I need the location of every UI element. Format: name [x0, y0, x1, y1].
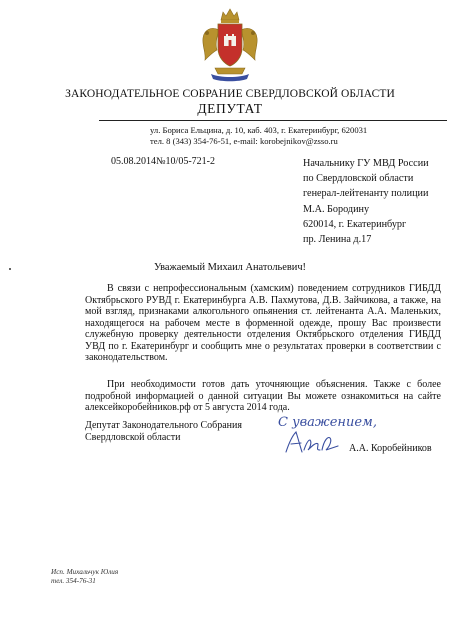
body-paragraph-1: В связи с непрофессиональным (хамским) поведением сотрудников ГИБДД Октябрьского РУВД г. Екатеринбурга А.В. Пахмутова, Д.В. Зайчикова, а также, на мой взгляд, признаками алкогольного опьянения ст. лейтенанта А.А. Маленьких, находящегося на рабочем месте в форменной одежде, прошу Вас произвести служебную проверку деятельности отделения Октябрьского отделения ГИБДД УВД по г. Екатеринбург и сообщить мне о результатах проверки в соответствии с законодательством.	[85, 283, 441, 363]
header-contacts	[150, 125, 367, 147]
reference-number: 05.08.2014№10/05-721-2	[111, 156, 215, 167]
recipient-line: М.А. Бородину	[303, 203, 370, 215]
organization-title: ЗАКОНОДАТЕЛЬНОЕ СОБРАНИЕ СВЕРДЛОВСКОЙ ОБЛАСТИ	[65, 88, 395, 100]
recipient-line: 620014, г. Екатеринбург	[303, 218, 407, 230]
recipient-line: Начальнику ГУ МВД России	[303, 158, 429, 169]
position-line: Свердловской области	[85, 431, 181, 443]
signature-greeting: С уважением,	[278, 415, 377, 430]
recipient-line: по Свердловской области	[303, 173, 414, 185]
executor-phone: тел. 354-76-31	[51, 576, 96, 585]
recipient-line: пр. Ленина д.17	[303, 234, 372, 246]
recipient-block	[303, 156, 429, 247]
signatory-position	[85, 420, 242, 443]
executor-info	[51, 568, 118, 585]
executor-name: Исп. Михальчук Юлия	[51, 568, 119, 576]
coat-of-arms-emblem	[195, 6, 265, 82]
signatory-name: А.А. Коробейников	[349, 443, 432, 454]
recipient-line: генерал-лейтенанту полиции	[303, 188, 429, 200]
header-divider	[99, 120, 447, 121]
salutation: Уважаемый Михаил Анатольевич!	[153, 262, 307, 273]
position-line: Депутат Законодательного Собрания	[85, 420, 242, 431]
body-paragraph-2: При необходимости готов дать уточняющие объяснения. Также с более подробной информацией о данной ситуации Вы можете ознакомиться на сайте алексейкоробейников.рф от 5 августа 2014 года.	[85, 379, 441, 413]
address-line: ул. Бориса Ельцина, д. 10, каб. 403, г. Екатеринбург, 620031	[150, 125, 368, 135]
phone-email-line: тел. 8 (343) 354-76-51, e-mail: korobejnikov@zsso.ru	[150, 136, 338, 146]
deputy-heading: ДЕПУТАТ	[197, 101, 263, 116]
